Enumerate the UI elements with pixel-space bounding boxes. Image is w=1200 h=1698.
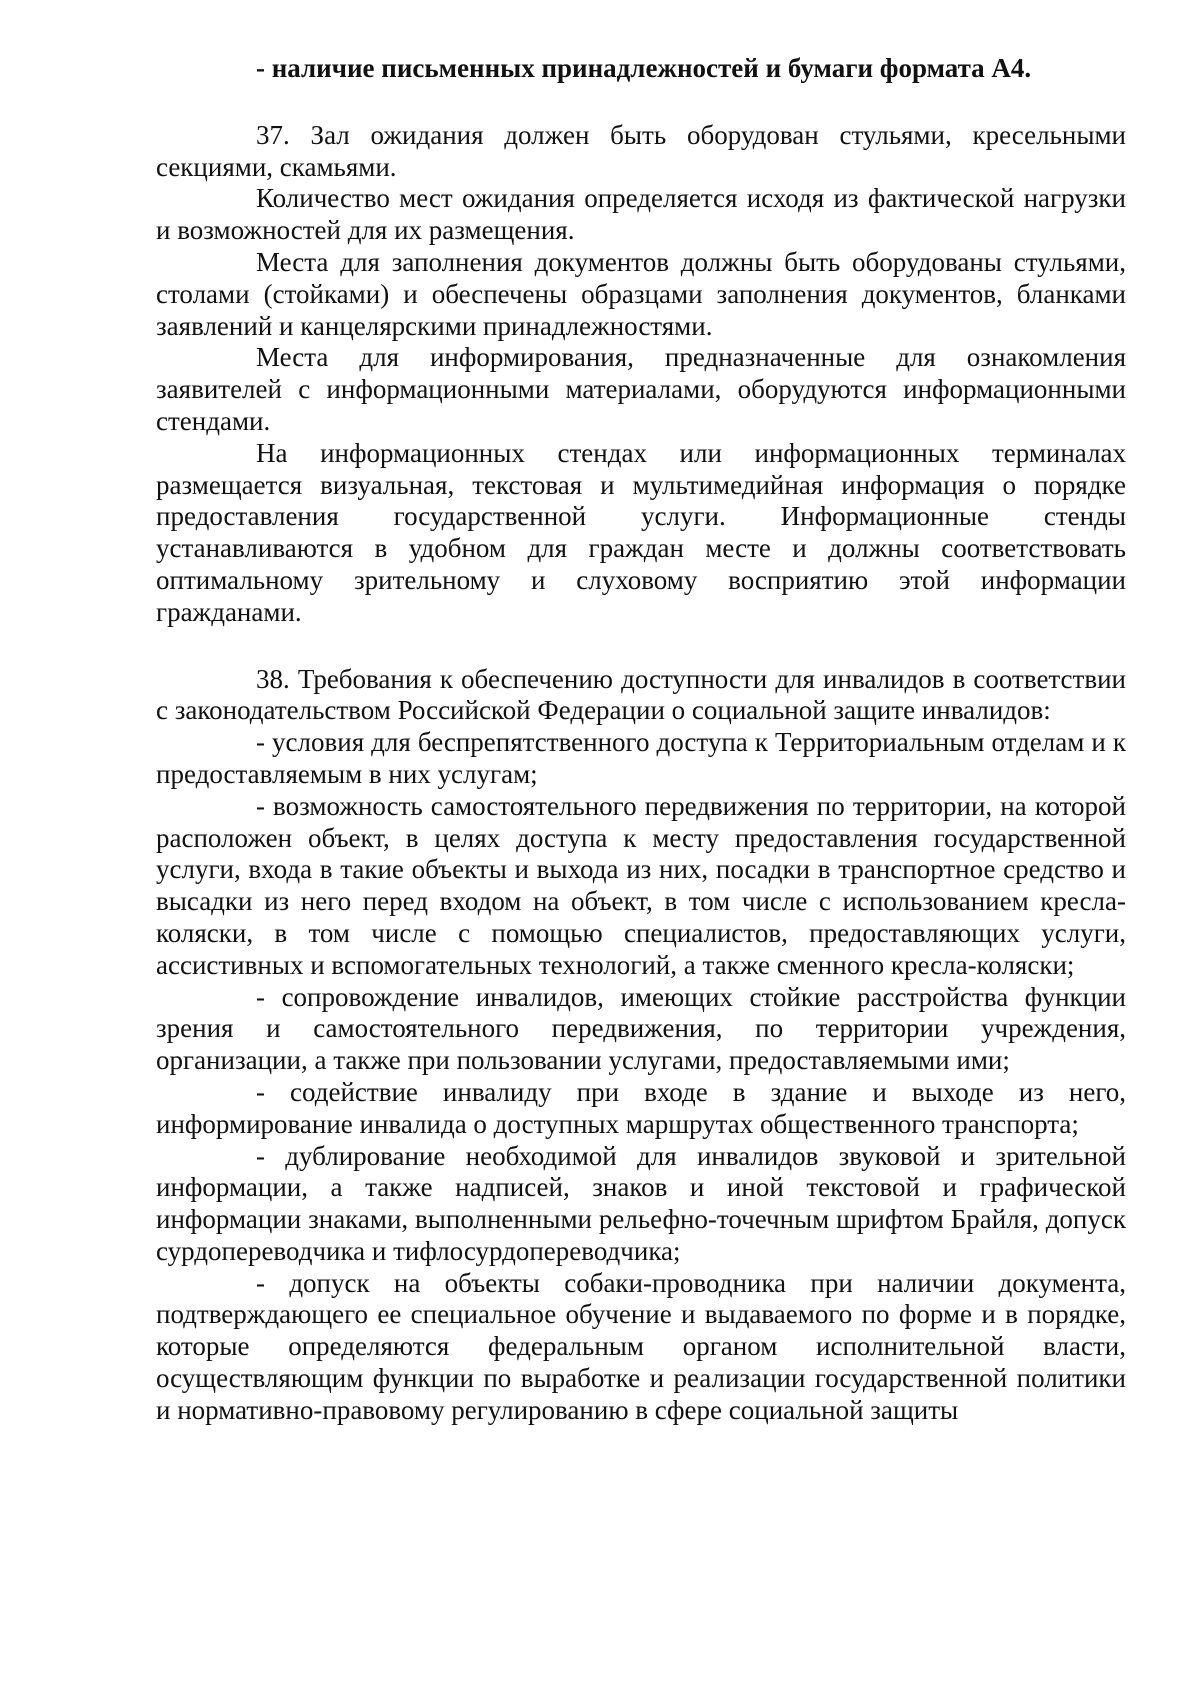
list-item-guide-dog: - допуск на объекты собаки-проводника при наличии документа, подтверждающего ее специальное обучение и выдаваемого по форме и в порядке, которые определяются федеральным органом исполнительной власти, осуществляющим функции по выработке и реализации государственной политики и нормативно-правовому регулированию в сфере социальной защиты <box>156 1267 1126 1425</box>
document-body <box>156 53 1126 1427</box>
paragraph-information-places: Места для информирования, предназначенные для ознакомления заявителей с информационными материалами, оборудуются информационными стендами. <box>156 342 1126 436</box>
list-item-independent-movement: - возможность самостоятельного передвижения по территории, на которой расположен объект, в целях доступа к месту предоставления государственной услуги, входа в такие объекты и выхода из них, посадки в транспортное средство и высадки из него перед входом на объект, в том числе с использованием кресла-коляски, в том числе с помощью специалистов, предоставляющих услуги, ассистивных и вспомогательных технологий, а также сменного кресла-коляски; <box>156 790 1126 980</box>
list-item-escort: - сопровождение инвалидов, имеющих стойкие расстройства функции зрения и самостоятельного передвижения, по территории учреждения, организации, а также при пользовании услугами, предоставляемыми ими; <box>156 981 1126 1076</box>
list-item-assistance: - содействие инвалиду при входе в здание и выходе из него, информирование инвалида о доступных маршрутах общественного транспорта; <box>156 1076 1126 1139</box>
paragraph-form-filling-places: Места для заполнения документов должны быть оборудованы стульями, столами (стойками) и обеспечены образцами заполнения документов, бланками заявлений и канцелярскими принадлежностями. <box>156 246 1126 341</box>
paragraph-gap <box>156 85 1126 120</box>
list-item-supplies: - наличие письменных принадлежностей и бумаги формата А4. <box>256 53 1032 83</box>
clause-38: 38. Требования к обеспечению доступности для инвалидов в соответствии с законодательством Российской Федерации о социальной защите инвалидов: <box>156 663 1126 726</box>
clause-37: 37. Зал ожидания должен быть оборудован стульями, кресельными секциями, скамьями. <box>156 119 1126 182</box>
paragraph-waiting-places: Количество мест ожидания определяется исходя из фактической нагрузки и возможностей для их размещения. <box>156 183 1126 246</box>
paragraph-information-stands: На информационных стендах или информационных терминалах размещается визуальная, текстовая и мультимедийная информация о порядке предоставления государственной услуги. Информационные стенды устанавливаются в удобном для граждан месте и должны соответствовать оптимальному зрительному и слуховому восприятию этой информации гражданами. <box>156 437 1126 627</box>
paragraph-gap <box>156 629 1126 664</box>
list-item-access-conditions: - условия для беспрепятственного доступа к Территориальным отделам и к предоставляемым в них услугам; <box>156 727 1126 789</box>
list-item-duplication: - дублирование необходимой для инвалидов звуковой и зрительной информации, а также надписей, знаков и иной текстовой и графической информации знаками, выполненными рельефно-точечным шрифтом Брайля, допуск сурдопереводчика и тифлосурдопереводчика; <box>156 1140 1126 1266</box>
